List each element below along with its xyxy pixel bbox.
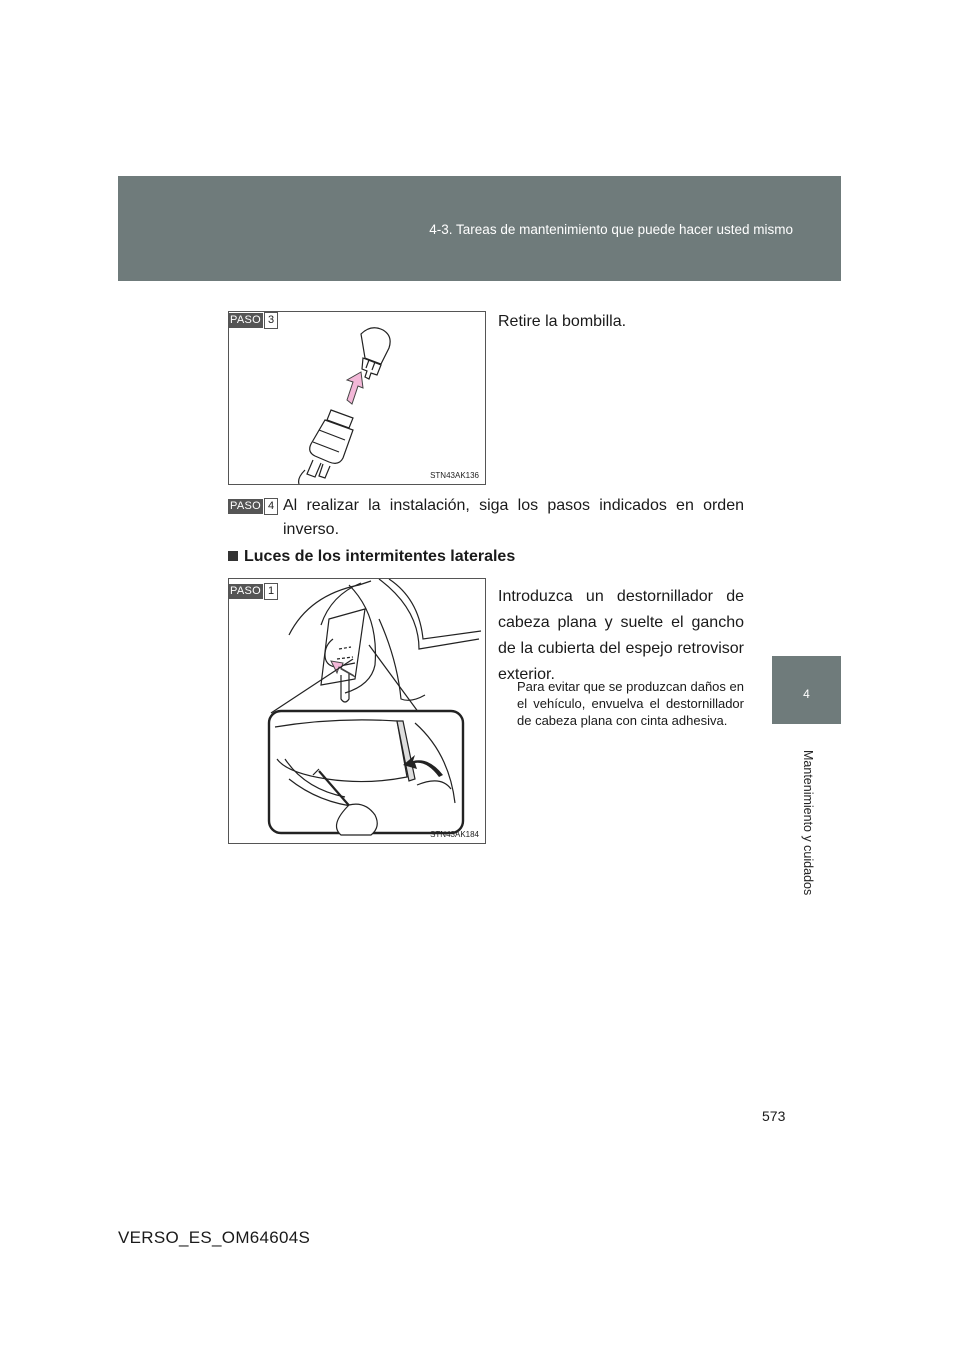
step-badge-word: PASO: [230, 314, 261, 326]
step-badge: [228, 313, 278, 328]
step-badge: [228, 584, 278, 599]
figure-bulb-removal: [228, 311, 486, 485]
step-badge-number: 4: [264, 498, 278, 515]
page-number: 573: [762, 1108, 786, 1124]
figure-code: STN43AK184: [430, 830, 479, 839]
header-band: [118, 176, 841, 281]
bullet-square-icon: [228, 551, 238, 561]
step-badge-number: 1: [264, 583, 278, 600]
document-code: VERSO_ES_OM64604S: [118, 1228, 311, 1247]
step-badge-number: 3: [264, 312, 278, 329]
section-heading-text: Luces de los intermitentes laterales: [244, 548, 516, 565]
figure-mirror-cover: [228, 578, 486, 844]
mirror-illustration: [229, 579, 485, 843]
step1-note: Para evitar que se produzcan daños en el vehículo, envuelva el destornillador de cabeza plana con cinta adhesiva.: [517, 679, 744, 728]
section-title: 4-3. Tareas de mantenimiento que puede hacer usted mismo: [429, 222, 793, 237]
step3-text: Retire la bombilla.: [498, 313, 627, 330]
step1-text: Introduzca un destornillador de cabeza plana y suelte el gancho de la cubierta del espejo retrovisor exterior.: [498, 588, 744, 683]
section-heading: [228, 548, 515, 566]
figure-code: STN43AK136: [430, 471, 479, 480]
step-badge: [228, 499, 278, 514]
chapter-tab: [772, 656, 841, 724]
step4-text: Al realizar la instalación, siga los pasos indicados en orden inverso.: [283, 497, 744, 538]
chapter-number: 4: [803, 687, 810, 701]
bulb-illustration: [229, 312, 485, 484]
step-badge-word: PASO: [230, 500, 261, 512]
chapter-label: Mantenimiento y cuidados: [801, 750, 815, 896]
step-badge-word: PASO: [230, 585, 261, 597]
